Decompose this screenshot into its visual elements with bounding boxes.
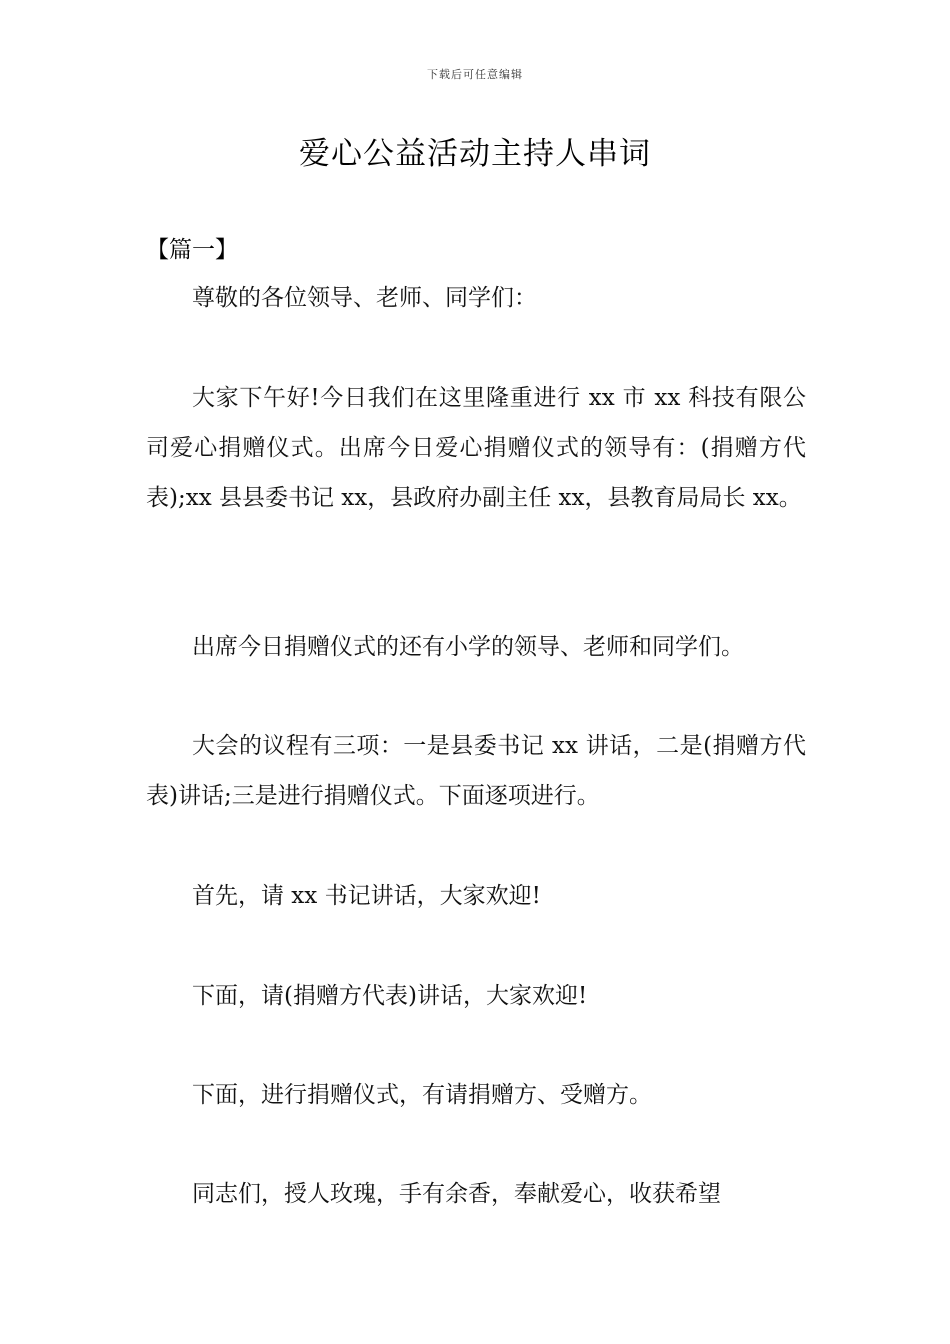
paragraph-greeting: 尊敬的各位领导、老师、同学们： [192, 285, 537, 311]
section-label: 【篇一】 [146, 237, 238, 263]
body-paragraph-7 [146, 1070, 806, 1120]
body-paragraph-4 [146, 721, 806, 821]
paragraph-ceremony: 下面，进行捐赠仪式，有请捐赠方、受赠方。 [192, 1082, 652, 1108]
header-note: 下载后可任意编辑 [427, 68, 523, 81]
paragraph-attendees: 出席今日捐赠仪式的还有小学的领导、老师和同学们。 [192, 634, 744, 660]
body-paragraph-2 [146, 373, 806, 523]
paragraph-closing: 同志们，授人玫瑰，手有余香，奉献爱心，收获希望 [192, 1181, 721, 1207]
body-paragraph-1 [146, 273, 806, 323]
document-title: 爱心公益活动主持人串词 [299, 136, 651, 172]
paragraph-first-speech: 首先，请 xx 书记讲话，大家欢迎! [192, 883, 541, 909]
paragraph-second-speech: 下面，请(捐赠方代表)讲话，大家欢迎! [192, 983, 588, 1009]
body-paragraph-5 [146, 871, 806, 921]
paragraph-agenda: 大会的议程有三项：一是县委书记 xx 讲话，二是(捐赠方代表)讲话;三是进行捐赠仪式。下面逐项进行。 [146, 733, 806, 809]
body-paragraph-6 [146, 971, 806, 1021]
paragraph-intro: 大家下午好!今日我们在这里隆重进行 xx 市 xx 科技有限公司爱心捐赠仪式。出席今日爱心捐赠仪式的领导有：(捐赠方代表);xx 县县委书记 xx，县政府办副主任 xx，县教育局局长 xx。 [146, 385, 806, 511]
body-paragraph-8 [146, 1169, 806, 1219]
body-paragraph-3 [146, 622, 806, 672]
